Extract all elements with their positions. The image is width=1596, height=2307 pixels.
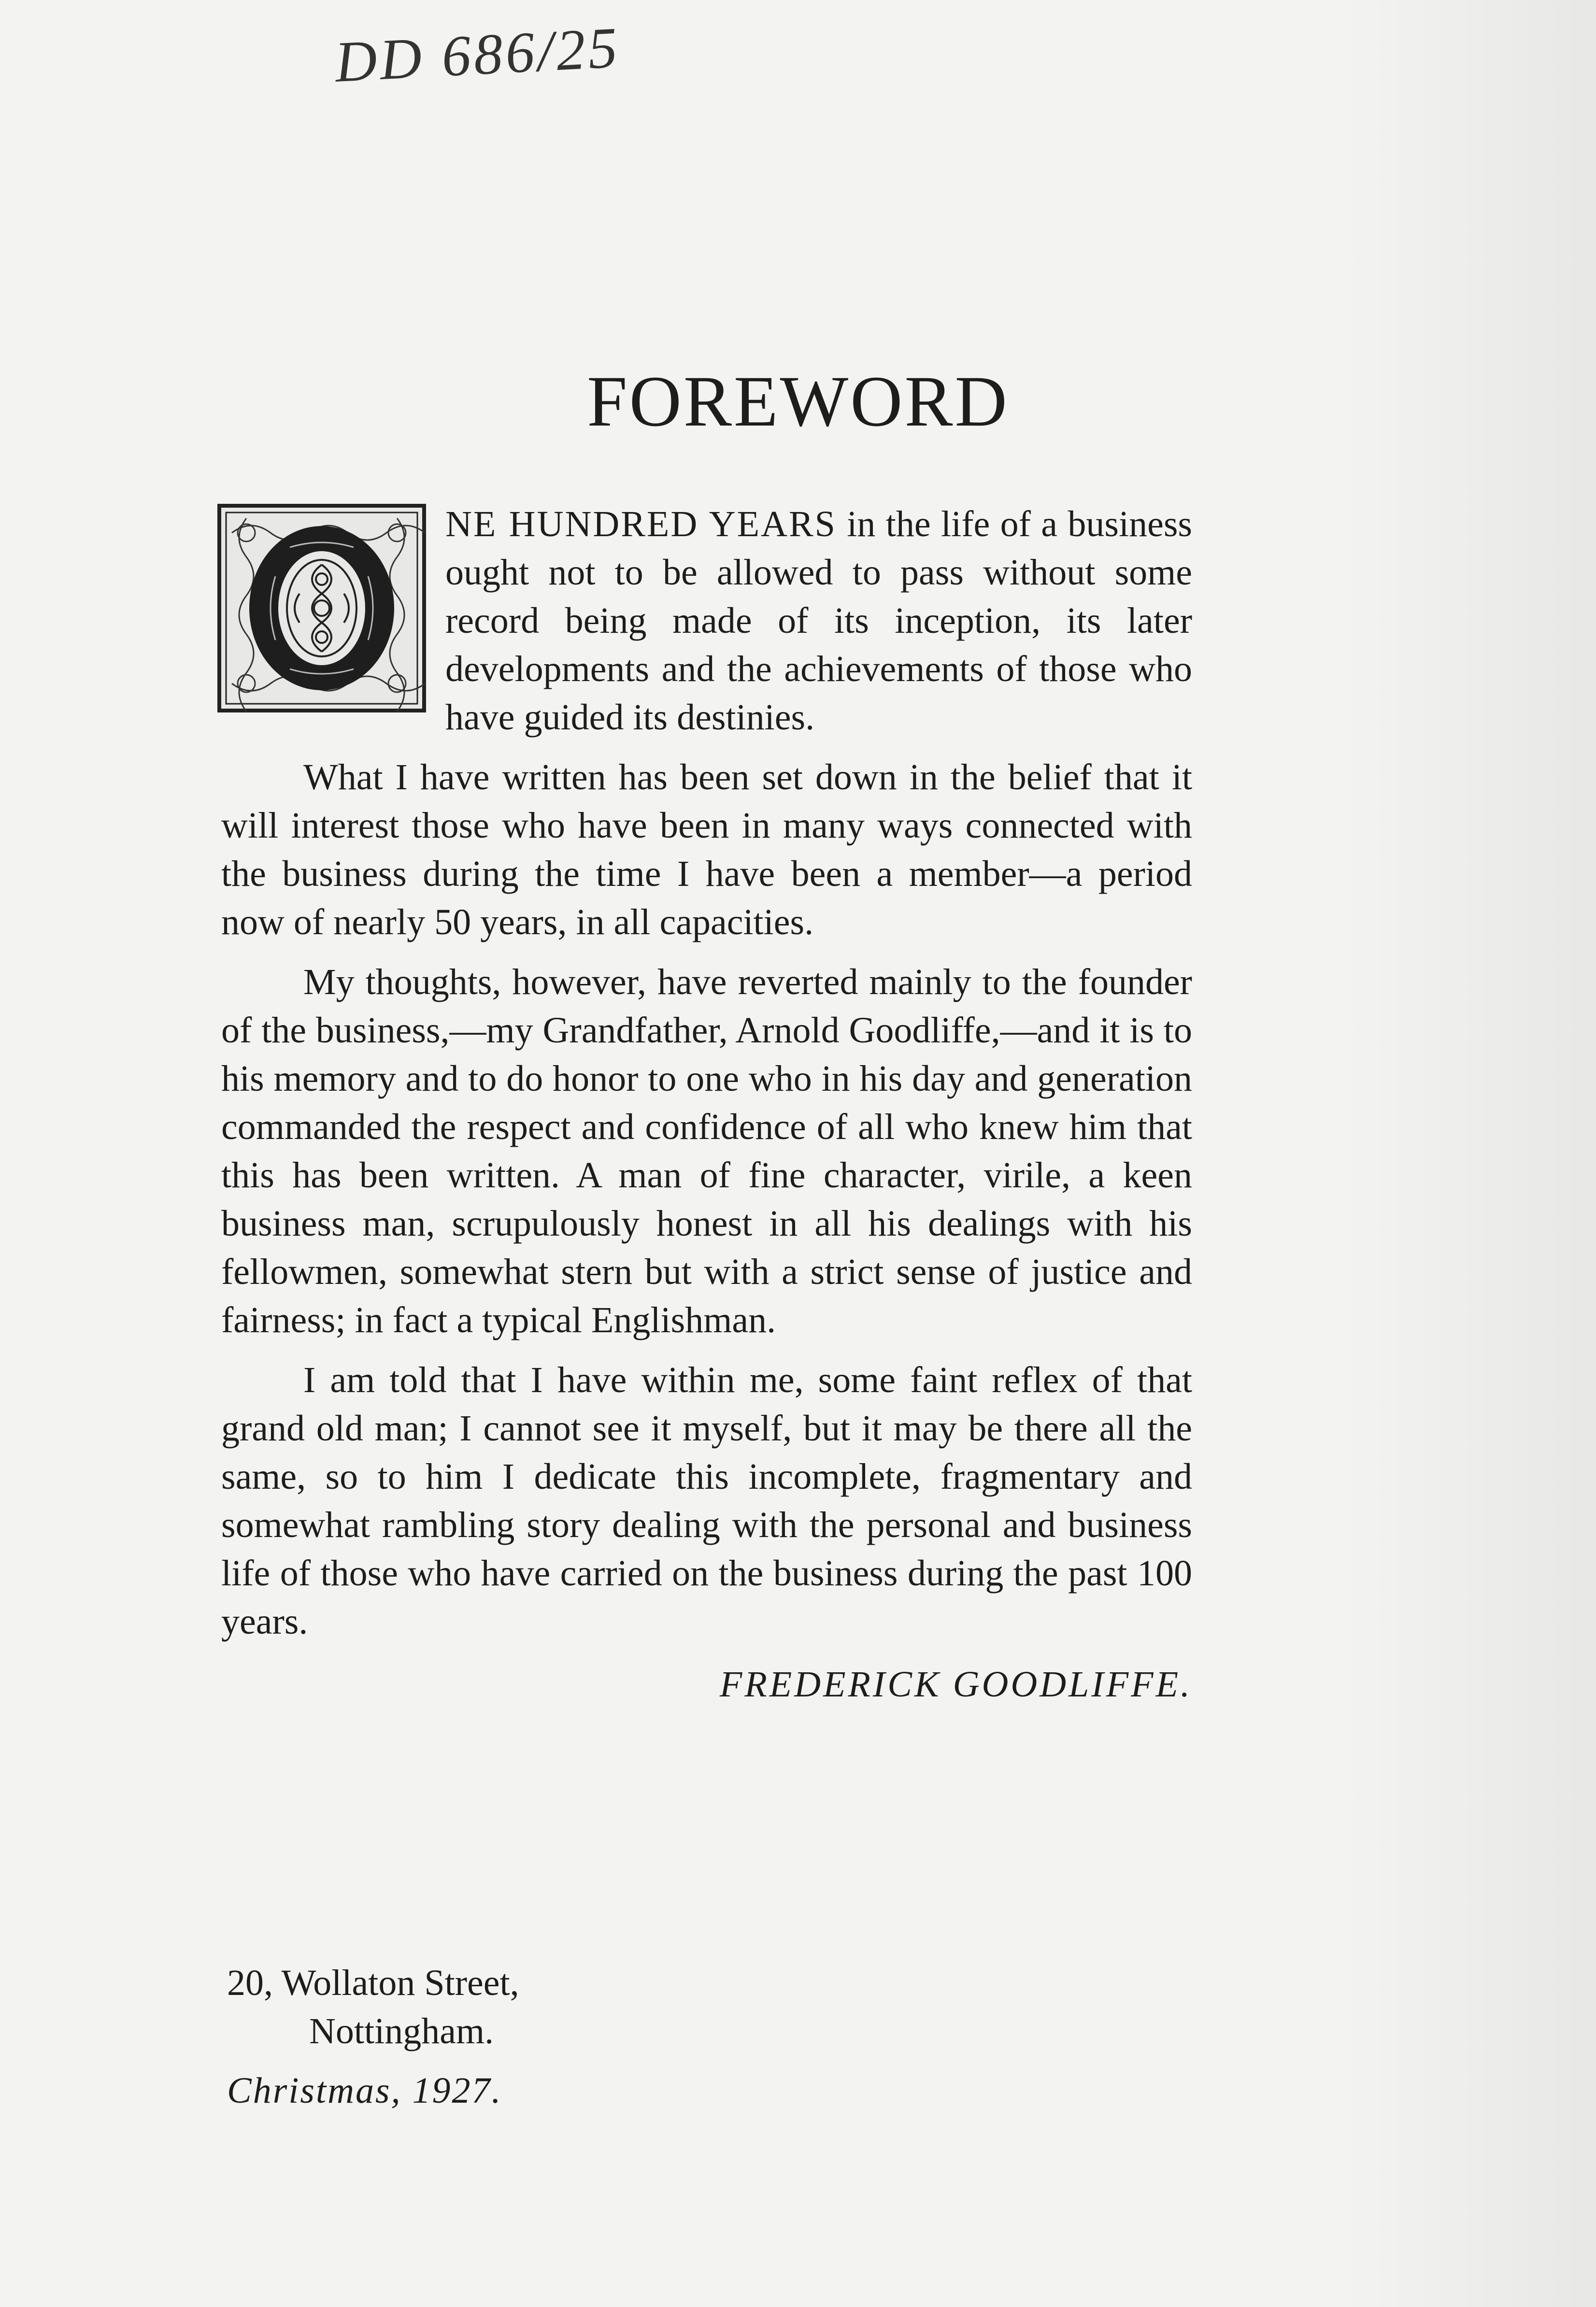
page-edge-shadow <box>1345 0 1596 2307</box>
paragraph-4: I am told that I have within me, some faint reflex of that grand old man; I cannot see it myself, but it may be there all the same, so to him I dedicate this incomplete, fragmentary and somewhat rambling story dealing with the personal and business life of those who have carried on the business during the past 100 years. <box>221 1360 1192 1642</box>
paragraph-2: What I have written has been set down in the belief that it will interest those who have been in many ways connected with the business during the time I have been a member—a period now of nearly 50 years, in all capacities. <box>221 757 1192 942</box>
foreword-body <box>221 500 1192 1709</box>
address-line-2: Nottingham. <box>309 2011 494 2051</box>
page-title: FOREWORD <box>587 361 1009 441</box>
paragraph-1-text: in the life of a business ought not to be allowed to pass without some record being made of its inception, its later developments and the achievements of those who have guided its destinies. <box>445 504 1192 738</box>
ornamental-initial-o-icon <box>217 504 426 712</box>
signature: FREDERICK GOODLIFFE. <box>719 1664 1192 1705</box>
date-line: Christmas, 1927. <box>227 2070 502 2111</box>
paragraph-3: My thoughts, however, have reverted mainly to the founder of the business,—my Grandfather, Arnold Goodliffe,—and it is to his memory and to do honor to one who in his day and generation commanded the respect and confidence of all who knew him that this has been written. A man of fine character, virile, a keen business man, scrupulously honest in all his dealings with his fellowmen, somewhat stern but with a strict sense of justice and fairness; in fact a typical Englishman. <box>221 962 1192 1340</box>
address-block <box>227 1959 519 2055</box>
paragraph-1 <box>221 500 1192 741</box>
address-line-1: 20, Wollaton Street, <box>227 1963 519 2003</box>
catalog-mark: DD 686/25 <box>333 15 622 94</box>
opening-words: NE HUNDRED YEARS <box>445 504 837 544</box>
